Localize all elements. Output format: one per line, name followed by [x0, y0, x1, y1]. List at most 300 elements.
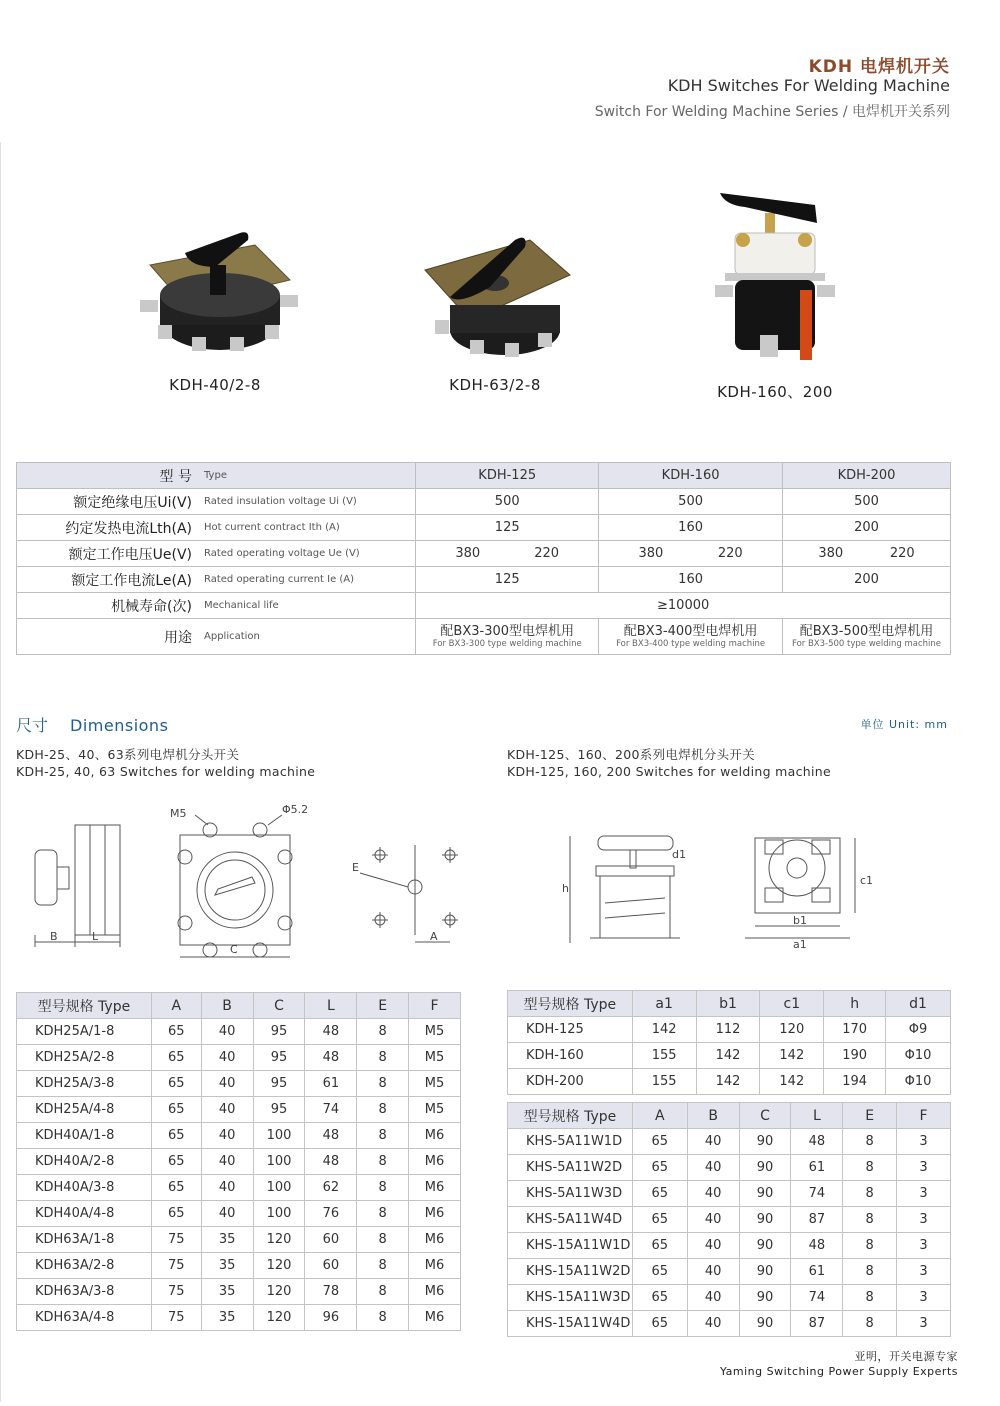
table-row	[17, 1175, 461, 1201]
spec-cell: 125	[416, 515, 599, 541]
value-cell: 190	[824, 1043, 886, 1069]
value-cell: 60	[305, 1253, 357, 1279]
value-cell: M6	[409, 1149, 461, 1175]
spec-row-label: 机械寿命(次)	[17, 593, 203, 619]
spec-cell: 200	[783, 515, 951, 541]
value-cell: 61	[791, 1155, 843, 1181]
rotary-switch-image	[705, 185, 845, 375]
application-en: For BX3-400 type welding machine	[616, 638, 766, 649]
value-cell: 65	[151, 1175, 201, 1201]
model-cell: KHS-5A11W3D	[508, 1181, 633, 1207]
model-cell: KHS-15A11W2D	[508, 1259, 633, 1285]
dim-label-c1: c1	[860, 874, 874, 887]
value-cell: 95	[253, 1019, 305, 1045]
product-kdh-63	[405, 225, 585, 394]
page-subtitle: Switch For Welding Machine Series / 电焊机开关系列	[594, 104, 950, 120]
right-caption	[507, 746, 831, 780]
value-cell: 120	[253, 1253, 305, 1279]
value-cell: 3	[897, 1259, 951, 1285]
spec-value: 220	[717, 546, 743, 561]
model-cell: KHS-15A11W3D	[508, 1285, 633, 1311]
value-cell: M6	[409, 1253, 461, 1279]
spec-value: 380	[455, 546, 481, 561]
value-cell: 60	[305, 1227, 357, 1253]
dim-label-m5: M5	[170, 807, 187, 820]
value-cell: 100	[253, 1123, 305, 1149]
value-cell: 90	[739, 1181, 791, 1207]
value-cell: 75	[151, 1279, 201, 1305]
value-cell: 76	[305, 1201, 357, 1227]
value-cell: Φ10	[886, 1043, 951, 1069]
table-row	[17, 1201, 461, 1227]
spec-cell	[416, 541, 599, 567]
value-cell: 62	[305, 1175, 357, 1201]
spec-row-label-en: Rated insulation voltage Ui (V)	[202, 489, 416, 515]
rotary-switch-image	[410, 225, 580, 370]
value-cell: 142	[632, 1017, 696, 1043]
value-cell: 40	[687, 1181, 739, 1207]
spec-cell: 500	[599, 489, 783, 515]
table-row	[17, 1019, 461, 1045]
value-cell: 65	[151, 1149, 201, 1175]
column-header: d1	[886, 991, 951, 1017]
spec-cell: ≥10000	[416, 593, 951, 619]
value-cell: 155	[632, 1069, 696, 1095]
value-cell: 40	[201, 1201, 253, 1227]
spec-row-label: 额定绝缘电压Ui(V)	[17, 489, 203, 515]
column-header: B	[687, 1103, 739, 1129]
spec-cell	[783, 619, 951, 655]
spec-cell: 200	[783, 567, 951, 593]
value-cell: 65	[632, 1311, 687, 1337]
value-cell: 35	[201, 1305, 253, 1331]
spec-row-ui	[17, 489, 951, 515]
model-cell: KDH40A/1-8	[17, 1123, 152, 1149]
dimensions-title	[16, 713, 168, 736]
application-en: For BX3-300 type welding machine	[432, 638, 582, 649]
spec-cell: 500	[783, 489, 951, 515]
table-row	[508, 1181, 951, 1207]
value-cell: 40	[201, 1149, 253, 1175]
column-header: L	[305, 993, 357, 1019]
spec-table	[16, 462, 951, 655]
value-cell: 100	[253, 1201, 305, 1227]
spec-row-label: 额定工作电压Ue(V)	[17, 541, 203, 567]
footer	[720, 1349, 958, 1379]
table-row	[508, 1043, 951, 1069]
table-row	[508, 1311, 951, 1337]
value-cell: 65	[632, 1259, 687, 1285]
value-cell: 40	[687, 1207, 739, 1233]
value-cell: 40	[201, 1045, 253, 1071]
right-caption-cn: KDH-125、160、200系列电焊机分头开关	[507, 747, 756, 762]
spec-cell	[783, 541, 951, 567]
column-header: 型号规格 Type	[508, 1103, 633, 1129]
value-cell: 65	[151, 1045, 201, 1071]
value-cell: 74	[791, 1285, 843, 1311]
value-cell: 40	[687, 1155, 739, 1181]
value-cell: 8	[357, 1227, 409, 1253]
table-row	[17, 1227, 461, 1253]
spec-row-label-en: Mechanical life	[202, 593, 416, 619]
value-cell: 75	[151, 1227, 201, 1253]
dimensions-title-cn: 尺寸	[16, 716, 49, 735]
value-cell: 65	[151, 1123, 201, 1149]
model-cell: KHS-5A11W2D	[508, 1155, 633, 1181]
spec-header-row	[17, 463, 951, 489]
dim-label-c: C	[230, 943, 238, 956]
value-cell: 3	[897, 1311, 951, 1337]
right-caption-en: KDH-125, 160, 200 Switches for welding machine	[507, 764, 831, 779]
table-row	[508, 1155, 951, 1181]
spec-model-kdh-160: KDH-160	[599, 463, 783, 489]
value-cell: 65	[151, 1019, 201, 1045]
value-cell: 48	[305, 1123, 357, 1149]
dim-label-d1: d1	[672, 848, 686, 861]
value-cell: 8	[357, 1123, 409, 1149]
column-header: b1	[696, 991, 760, 1017]
product-label: KDH-40/2-8	[169, 376, 261, 394]
value-cell: M5	[409, 1071, 461, 1097]
value-cell: 65	[632, 1233, 687, 1259]
spec-row-label: 额定工作电流Le(A)	[17, 567, 203, 593]
table-row	[508, 1207, 951, 1233]
unit-label: 单位 Unit: mm	[860, 718, 948, 731]
value-cell: 48	[305, 1045, 357, 1071]
dimension-table-kdh-large	[507, 990, 951, 1095]
value-cell: 87	[791, 1207, 843, 1233]
value-cell: 142	[696, 1043, 760, 1069]
value-cell: 8	[843, 1155, 897, 1181]
value-cell: 3	[897, 1155, 951, 1181]
column-header: a1	[632, 991, 696, 1017]
spec-row-label: 用途	[17, 619, 203, 655]
model-cell: KDH-200	[508, 1069, 633, 1095]
value-cell: 100	[253, 1175, 305, 1201]
value-cell: 120	[253, 1305, 305, 1331]
model-cell: KDH40A/2-8	[17, 1149, 152, 1175]
value-cell: 40	[201, 1175, 253, 1201]
spec-value: 380	[818, 546, 844, 561]
value-cell: 8	[843, 1311, 897, 1337]
table-row	[17, 1305, 461, 1331]
value-cell: 40	[687, 1129, 739, 1155]
value-cell: 65	[632, 1129, 687, 1155]
value-cell: Φ9	[886, 1017, 951, 1043]
value-cell: 65	[632, 1207, 687, 1233]
value-cell: 95	[253, 1045, 305, 1071]
value-cell: 120	[760, 1017, 824, 1043]
dimension-table-kdh-small	[16, 992, 461, 1331]
dim-label-b: B	[50, 930, 58, 943]
value-cell: 78	[305, 1279, 357, 1305]
product-label: KDH-63/2-8	[449, 376, 541, 394]
dim-label-a: A	[430, 930, 438, 943]
model-cell: KHS-5A11W4D	[508, 1207, 633, 1233]
spec-row-ith	[17, 515, 951, 541]
value-cell: 8	[357, 1149, 409, 1175]
table-row	[508, 1017, 951, 1043]
dim-label-phi: Φ5.2	[282, 803, 309, 816]
value-cell: M6	[409, 1123, 461, 1149]
table-row	[508, 1233, 951, 1259]
value-cell: 90	[739, 1259, 791, 1285]
column-header: 型号规格 Type	[508, 991, 633, 1017]
spec-cell: 500	[416, 489, 599, 515]
spec-model-kdh-125: KDH-125	[416, 463, 599, 489]
dim-label-e: E	[352, 861, 359, 874]
value-cell: 90	[739, 1285, 791, 1311]
model-cell: KDH63A/2-8	[17, 1253, 152, 1279]
application-en: For BX3-500 type welding machine	[791, 638, 942, 649]
spec-cell	[599, 541, 783, 567]
table-header-row	[17, 993, 461, 1019]
value-cell: 75	[151, 1305, 201, 1331]
footer-cn: 亚明，开关电源专家	[854, 1350, 958, 1363]
table-header-row	[508, 1103, 951, 1129]
table-header-row	[508, 991, 951, 1017]
dimension-table-khs	[507, 1102, 951, 1337]
model-cell: KDH63A/1-8	[17, 1227, 152, 1253]
value-cell: 48	[791, 1233, 843, 1259]
value-cell: 65	[632, 1155, 687, 1181]
value-cell: M6	[409, 1201, 461, 1227]
column-header: B	[201, 993, 253, 1019]
value-cell: 120	[253, 1279, 305, 1305]
product-kdh-160	[695, 185, 855, 402]
value-cell: 35	[201, 1227, 253, 1253]
column-header: F	[897, 1103, 951, 1129]
value-cell: 100	[253, 1149, 305, 1175]
value-cell: 3	[897, 1207, 951, 1233]
value-cell: 40	[201, 1097, 253, 1123]
spec-value: 220	[534, 546, 560, 561]
value-cell: 142	[760, 1069, 824, 1095]
spec-row-ie	[17, 567, 951, 593]
value-cell: 90	[739, 1155, 791, 1181]
model-cell: KDH25A/2-8	[17, 1045, 152, 1071]
table-row	[508, 1259, 951, 1285]
left-caption-cn: KDH-25、40、63系列电焊机分头开关	[16, 747, 240, 762]
value-cell: 8	[843, 1181, 897, 1207]
value-cell: M5	[409, 1045, 461, 1071]
spec-type-cn: 型 号	[17, 463, 203, 489]
spec-row-label-en: Rated operating current Ie (A)	[202, 567, 416, 593]
value-cell: M6	[409, 1305, 461, 1331]
spec-row-label-en: Application	[202, 619, 416, 655]
value-cell: 8	[843, 1259, 897, 1285]
model-cell: KHS-15A11W1D	[508, 1233, 633, 1259]
value-cell: 3	[897, 1233, 951, 1259]
value-cell: 194	[824, 1069, 886, 1095]
spec-row-application	[17, 619, 951, 655]
value-cell: 8	[357, 1201, 409, 1227]
table-row	[17, 1253, 461, 1279]
kdh-large-drawing	[560, 828, 940, 953]
value-cell: 155	[632, 1043, 696, 1069]
footer-en: Yaming Switching Power Supply Experts	[719, 1365, 958, 1378]
value-cell: 40	[201, 1019, 253, 1045]
value-cell: 90	[739, 1311, 791, 1337]
value-cell: 40	[687, 1233, 739, 1259]
value-cell: 65	[151, 1201, 201, 1227]
value-cell: M6	[409, 1279, 461, 1305]
table-row	[17, 1149, 461, 1175]
value-cell: 142	[760, 1043, 824, 1069]
model-cell: KDH63A/4-8	[17, 1305, 152, 1331]
column-header: A	[632, 1103, 687, 1129]
value-cell: M6	[409, 1227, 461, 1253]
value-cell: 35	[201, 1279, 253, 1305]
value-cell: 48	[305, 1019, 357, 1045]
spec-type-en: Type	[202, 463, 416, 489]
page-title-cn: KDH 电焊机开关	[808, 57, 950, 77]
table-row	[508, 1285, 951, 1311]
value-cell: 112	[696, 1017, 760, 1043]
value-cell: 40	[687, 1311, 739, 1337]
value-cell: 48	[791, 1129, 843, 1155]
value-cell: 40	[687, 1259, 739, 1285]
model-cell: KDH25A/3-8	[17, 1071, 152, 1097]
model-cell: KDH63A/3-8	[17, 1279, 152, 1305]
value-cell: 3	[897, 1181, 951, 1207]
spec-cell: 160	[599, 515, 783, 541]
model-cell: KDH25A/4-8	[17, 1097, 152, 1123]
value-cell: 3	[897, 1285, 951, 1311]
column-header: E	[357, 993, 409, 1019]
spec-row-label-en: Hot current contract Ith (A)	[202, 515, 416, 541]
value-cell: 8	[357, 1071, 409, 1097]
table-row	[17, 1097, 461, 1123]
value-cell: 90	[739, 1233, 791, 1259]
page-title-en: KDH Switches For Welding Machine	[667, 76, 950, 95]
value-cell: 65	[151, 1097, 201, 1123]
model-cell: KHS-5A11W1D	[508, 1129, 633, 1155]
left-margin-rule	[0, 142, 1, 1402]
value-cell: 40	[201, 1071, 253, 1097]
column-header: 型号规格 Type	[17, 993, 152, 1019]
application-cn: 配BX3-300型电焊机用	[440, 623, 575, 639]
value-cell: M5	[409, 1019, 461, 1045]
spec-cell	[416, 619, 599, 655]
value-cell: 90	[739, 1207, 791, 1233]
application-cn: 配BX3-500型电焊机用	[799, 623, 934, 639]
value-cell: M6	[409, 1175, 461, 1201]
value-cell: 74	[305, 1097, 357, 1123]
table-row	[17, 1071, 461, 1097]
value-cell: 8	[843, 1233, 897, 1259]
spec-value: 380	[638, 546, 664, 561]
value-cell: 170	[824, 1017, 886, 1043]
spec-cell: 125	[416, 567, 599, 593]
left-caption-en: KDH-25, 40, 63 Switches for welding machine	[16, 764, 316, 779]
value-cell: 90	[739, 1129, 791, 1155]
model-cell: KDH40A/4-8	[17, 1201, 152, 1227]
spec-row-ue	[17, 541, 951, 567]
value-cell: 40	[201, 1123, 253, 1149]
product-label: KDH-160、200	[717, 383, 833, 401]
value-cell: 65	[632, 1285, 687, 1311]
value-cell: 74	[791, 1181, 843, 1207]
value-cell: 8	[357, 1175, 409, 1201]
value-cell: 142	[696, 1069, 760, 1095]
table-row	[17, 1045, 461, 1071]
model-cell: KDH25A/1-8	[17, 1019, 152, 1045]
product-kdh-40	[125, 225, 305, 394]
value-cell: 8	[357, 1045, 409, 1071]
value-cell: 8	[843, 1285, 897, 1311]
value-cell: 95	[253, 1071, 305, 1097]
value-cell: M5	[409, 1097, 461, 1123]
column-header: C	[739, 1103, 791, 1129]
column-header: c1	[760, 991, 824, 1017]
value-cell: 96	[305, 1305, 357, 1331]
value-cell: 8	[357, 1019, 409, 1045]
model-cell: KDH40A/3-8	[17, 1175, 152, 1201]
dim-label-l: L	[92, 930, 99, 943]
column-header: F	[409, 993, 461, 1019]
model-cell: KHS-15A11W4D	[508, 1311, 633, 1337]
value-cell: 87	[791, 1311, 843, 1337]
value-cell: 61	[305, 1071, 357, 1097]
spec-row-label: 约定发热电流Lth(A)	[17, 515, 203, 541]
dim-label-a1: a1	[793, 938, 807, 951]
dim-label-h: h	[562, 882, 569, 895]
spec-row-life	[17, 593, 951, 619]
kdh-small-drawing	[20, 795, 470, 965]
left-caption	[16, 746, 315, 780]
dim-label-b1: b1	[793, 914, 807, 927]
value-cell: 75	[151, 1253, 201, 1279]
value-cell: 8	[357, 1279, 409, 1305]
spec-cell: 160	[599, 567, 783, 593]
value-cell: 8	[357, 1097, 409, 1123]
value-cell: 95	[253, 1097, 305, 1123]
rotary-switch-image	[130, 225, 300, 370]
table-row	[508, 1129, 951, 1155]
model-cell: KDH-125	[508, 1017, 633, 1043]
column-header: L	[791, 1103, 843, 1129]
spec-row-label-en: Rated operating voltage Ue (V)	[202, 541, 416, 567]
value-cell: 8	[843, 1207, 897, 1233]
value-cell: 65	[632, 1181, 687, 1207]
spec-cell	[599, 619, 783, 655]
value-cell: 120	[253, 1227, 305, 1253]
value-cell: 48	[305, 1149, 357, 1175]
value-cell: 3	[897, 1129, 951, 1155]
dimensions-title-en: Dimensions	[70, 716, 169, 735]
spec-value: 220	[889, 546, 915, 561]
application-cn: 配BX3-400型电焊机用	[623, 623, 758, 639]
table-row	[508, 1069, 951, 1095]
value-cell: 61	[791, 1259, 843, 1285]
value-cell: 8	[843, 1129, 897, 1155]
table-row	[17, 1123, 461, 1149]
value-cell: 8	[357, 1305, 409, 1331]
value-cell: 8	[357, 1253, 409, 1279]
column-header: A	[151, 993, 201, 1019]
model-cell: KDH-160	[508, 1043, 633, 1069]
value-cell: Φ10	[886, 1069, 951, 1095]
column-header: h	[824, 991, 886, 1017]
spec-model-kdh-200: KDH-200	[783, 463, 951, 489]
table-row	[17, 1279, 461, 1305]
column-header: C	[253, 993, 305, 1019]
column-header: E	[843, 1103, 897, 1129]
value-cell: 40	[687, 1285, 739, 1311]
value-cell: 65	[151, 1071, 201, 1097]
value-cell: 35	[201, 1253, 253, 1279]
